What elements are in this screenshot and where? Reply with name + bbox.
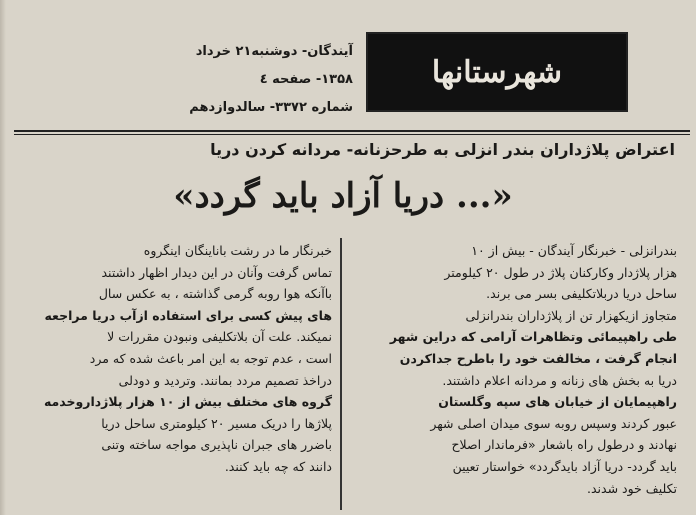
article-column-left <box>6 240 332 510</box>
body-line: تکلیف خود شدند. <box>587 480 677 496</box>
body-line: نهادند و درطول راه باشعار «فرماندار اصلاح <box>451 437 677 453</box>
section-title: شهرستانها <box>431 54 563 90</box>
body-line: ساحل دریا دربلاتکلیفی بسر می برند. <box>486 286 677 302</box>
body-line: بندرانزلی - خبرنگار آیندگان - بیش از ۱۰ <box>471 243 677 258</box>
body-line: متجاوز ازیکهزار تن از پلاژداران بندرانزلی <box>465 307 677 323</box>
body-line: تماس گرفت وآنان در این دیدار اظهار داشتند <box>101 264 332 280</box>
body-line: طی راهپیمائی وتظاهرات آرامی که دراین شهر <box>389 329 677 345</box>
body-line: است ، عدم توجه به این امر باعث شده که مرد <box>89 350 332 366</box>
section-title-box <box>366 32 628 112</box>
masthead-line-3: شماره ۳۳۷۲- سالدوازدهم <box>189 100 353 115</box>
header-rule-thin <box>14 134 690 135</box>
masthead-line-1: آیندگان- دوشنبه۲۱ خرداد <box>195 44 353 59</box>
body-line: باضرر های جبران ناپذیری مواجه ساخته وتنی <box>101 437 332 453</box>
body-line: دانند که چه باید کنند. <box>224 458 332 474</box>
body-line: باید گردد- دریا آزاد بایدگردد» خواستار تعیین <box>452 458 677 474</box>
article-column-right <box>352 240 677 510</box>
article-kicker: اعتراض پلاژداران بندر انزلی به طرحزنانه- مردانه کردن دریا <box>210 140 675 159</box>
body-line: انجام گرفت ، مخالفت خود را باطرح جداکردن <box>399 350 677 366</box>
body-line: خبرنگار ما در رشت باناینگان اینگروه <box>143 243 332 258</box>
body-line: پلاژها را دریک مسیر ۲۰ کیلومتری ساحل دریا <box>101 415 332 431</box>
body-line: عبور کردند وسپس روبه سوی میدان اصلی شهر <box>430 415 677 431</box>
article-headline: «... دریا آزاد باید گردد» <box>173 176 513 216</box>
body-line: دریا به بخش های زنانه و مردانه اعلام داشتند. <box>442 372 677 388</box>
column-divider <box>340 238 342 510</box>
body-line: راهپیمایان از خیابان های سپه وگلستان <box>438 394 677 410</box>
masthead-date-block <box>189 38 353 128</box>
body-line: نمیکند. علت آن بلاتکلیفی ونبودن مقررات لا <box>107 329 332 345</box>
body-line: گروه های مختلف بیش از ۱۰ هزار پلاژداروخدمه <box>43 394 332 410</box>
header-rule <box>14 130 690 132</box>
body-line: باآنکه هوا روبه گرمی گذاشته ، به عکس سال <box>98 286 332 302</box>
masthead-line-2: ۱۳۵۸- صفحه ٤ <box>259 72 353 87</box>
body-line: دراخذ تصمیم مردد بمانند. وتردید و دودلی <box>118 372 332 388</box>
body-line: هزار پلاژدار وکارکنان پلاژ در طول ۲۰ کیلومتر <box>444 264 677 280</box>
body-line: های پیش کسی برای استفاده ازآب دریا مراجعه <box>44 307 332 323</box>
